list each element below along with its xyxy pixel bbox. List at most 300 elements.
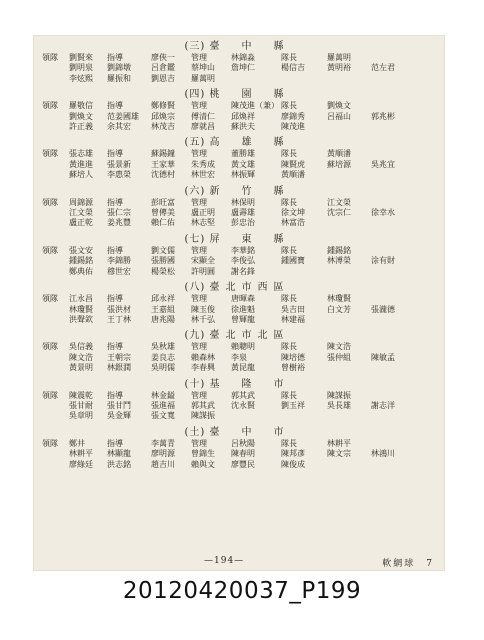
member-name (327, 122, 371, 132)
section-heading (42, 88, 432, 101)
section-title: 新 竹 縣 (209, 185, 290, 197)
member-name: 劉錦墩 (107, 63, 131, 73)
member-name: 曾輝龍 (231, 314, 255, 324)
roster-row (42, 208, 432, 218)
member-name: 陳文浩 (69, 352, 93, 362)
member-name: 蘇培人 (69, 170, 93, 180)
member-name: 林耕平 (327, 438, 351, 448)
section-number: (六) (184, 185, 206, 197)
member-name (327, 74, 371, 84)
roster-row (42, 401, 432, 411)
member-name: 彭忠治 (231, 218, 255, 228)
member-name: 余其宏 (107, 122, 131, 132)
role-label: 管理 (191, 245, 207, 255)
member-name: 張志雄 (69, 149, 93, 159)
member-name (371, 170, 411, 180)
section-title: 高 雄 縣 (209, 137, 290, 149)
roster-row (42, 101, 432, 111)
role-label: 隊長 (281, 53, 297, 62)
member-name (371, 411, 411, 421)
member-name: 林富浩 (281, 218, 305, 228)
member-name: 林瓊賢 (69, 304, 93, 314)
member-name: 張景新 (107, 159, 131, 169)
member-name: 張文寬 (151, 411, 175, 421)
member-name (371, 218, 411, 228)
role-label: 領隊 (42, 245, 58, 255)
member-name: 張洪材 (107, 304, 131, 314)
roster-row (42, 63, 432, 73)
member-name: 林金鎰 (151, 390, 175, 400)
member-name (371, 198, 411, 208)
section-number: (四) (184, 89, 206, 101)
role-label: 管理 (191, 149, 207, 159)
member-name: 傅清仁 (191, 111, 215, 121)
member-name: 吳吉田 (281, 304, 305, 314)
section-title: 臺 中 市 (209, 426, 290, 438)
member-name: 陳茂進（兼） (231, 101, 279, 111)
member-name: 賴仁佑 (151, 218, 175, 228)
member-name: 陳敏孟 (371, 352, 395, 362)
role-label: 領隊 (42, 342, 58, 352)
member-name (281, 267, 327, 277)
member-name: 賴森林 (191, 352, 215, 362)
roster-row (42, 170, 432, 180)
member-name: 許正義 (69, 122, 93, 132)
section-title: 基 隆 市 (209, 378, 290, 390)
member-name: 王丁林 (107, 314, 131, 324)
member-name: 張進福 (151, 400, 175, 410)
book-section-label: 軟網球 7 (382, 559, 434, 569)
member-name (327, 315, 371, 325)
member-name (42, 305, 69, 315)
member-name: 林建福 (281, 314, 305, 324)
role-label: 管理 (191, 101, 207, 111)
roster-row (42, 122, 432, 132)
member-name: 廖就昌 (191, 122, 215, 132)
member-name: 羅萬明 (327, 53, 351, 62)
section-heading (42, 378, 432, 391)
member-name: 陳邦彥 (281, 449, 305, 459)
role-label: 管理 (191, 342, 207, 352)
role-label: 隊長 (281, 245, 297, 255)
member-name: 楊榮松 (151, 266, 175, 276)
role-label: 隊長 (281, 342, 297, 352)
role-label: 隊長 (281, 294, 297, 304)
member-name: 李俊弘 (231, 256, 255, 266)
member-name (42, 256, 69, 266)
section-title: 桃 園 縣 (209, 89, 290, 101)
member-name (42, 267, 69, 277)
member-name: 徐文坤 (281, 208, 305, 218)
roster-row (42, 246, 432, 256)
member-name: 陳培德 (281, 352, 305, 362)
roster-row (42, 294, 432, 304)
member-name: 沈宗仁 (327, 208, 351, 218)
section-heading (42, 136, 432, 149)
member-name (327, 411, 371, 421)
member-name (327, 267, 371, 277)
member-name (42, 208, 69, 218)
member-name: 蘇培源 (327, 159, 351, 169)
member-name: 林耕平 (69, 449, 93, 459)
member-name: 蘇洪夫 (231, 122, 255, 132)
section-heading (42, 426, 432, 439)
member-name: 李華銘 (231, 245, 255, 255)
member-name (42, 353, 69, 363)
member-name: 吳信義 (69, 342, 93, 352)
member-name: 范姜國雄 (107, 111, 139, 121)
member-name: 江文榮 (327, 197, 351, 207)
member-name: 呂秋陽 (231, 438, 255, 448)
member-name: 張甘耐 (69, 400, 93, 410)
member-name: 林世宏 (191, 170, 215, 180)
page-number: —194— (204, 556, 245, 566)
member-name: 黃順潘 (327, 149, 351, 159)
member-name: 陳文宗 (327, 449, 351, 459)
member-name: 沈永賢 (231, 400, 255, 410)
member-name: 吳章明 (69, 411, 93, 421)
member-name: 郭其武 (191, 400, 215, 410)
member-name (371, 460, 411, 470)
section-title: 屏 東 縣 (209, 233, 290, 245)
team-roster (42, 36, 432, 470)
member-name: 鄭典佑 (69, 266, 93, 276)
member-name: 李萬青 (151, 438, 175, 448)
member-name: 謝名鋒 (231, 266, 255, 276)
member-name: 林錦淼 (231, 53, 255, 62)
member-name: 張仲組 (327, 352, 351, 362)
member-name (281, 411, 327, 421)
member-name: 陳春明 (231, 449, 255, 459)
member-name: 白文芳 (327, 304, 351, 314)
member-name: 林千弘 (191, 314, 215, 324)
member-name: 黃進進 (69, 159, 93, 169)
roster-row (42, 218, 432, 228)
roster-row (42, 391, 432, 401)
role-label: 指導 (107, 294, 123, 304)
member-name: 廖綠廷 (69, 459, 93, 469)
member-name: 江永昌 (69, 294, 93, 304)
member-name: 唐兆陽 (151, 314, 175, 324)
member-name: 洪聲欽 (69, 314, 93, 324)
member-name: 陳賢虎 (281, 159, 305, 169)
member-name: 許明圓 (191, 266, 215, 276)
member-name: 吳秋雄 (151, 342, 175, 352)
member-name: 穆世宏 (107, 266, 131, 276)
member-name: 謝志洋 (371, 400, 395, 410)
role-label: 指導 (107, 101, 123, 111)
member-name: 廖豐民 (231, 459, 255, 469)
member-name: 彭旺富 (151, 197, 175, 207)
member-name: 張仁宗 (107, 208, 131, 218)
member-name: 黃文雄 (231, 159, 255, 169)
member-name: 洪志銘 (107, 459, 131, 469)
member-name: 林銀潤 (107, 363, 131, 373)
role-label: 指導 (107, 245, 123, 255)
member-name: 鄭井 (69, 438, 85, 448)
section-heading (42, 329, 432, 342)
member-name: 江文榮 (69, 208, 93, 218)
member-name: 趙吉川 (151, 459, 175, 469)
member-name: 吳明儒 (151, 363, 175, 373)
member-name (371, 342, 411, 352)
roster-row (42, 449, 432, 459)
member-name: 曾錦生 (191, 449, 215, 459)
roster-row (42, 160, 432, 170)
role-label: 指導 (107, 149, 123, 159)
role-label: 指導 (107, 438, 123, 448)
member-name: 邱永祥 (151, 294, 175, 304)
member-name: 李春興 (191, 363, 215, 373)
member-name (42, 63, 69, 73)
member-name: 姜良志 (151, 352, 175, 362)
member-name: 曾樹裕 (281, 363, 305, 373)
section-heading (42, 233, 432, 246)
member-name (371, 53, 411, 63)
member-name (42, 449, 69, 459)
member-name: 鍾國寶 (281, 256, 305, 266)
member-name: 陳震乾 (69, 390, 93, 400)
member-name: 姜兆豐 (107, 218, 131, 228)
section-number: (八) (184, 282, 206, 294)
member-name: 羅振和 (107, 73, 131, 83)
member-name: 林振輝 (231, 170, 255, 180)
member-name: 劉恩吉 (151, 73, 175, 83)
member-name: 羅萬明 (191, 73, 215, 83)
member-name: 陳謀振 (191, 411, 215, 421)
member-name: 李錦勝 (107, 256, 131, 266)
member-name (327, 460, 371, 470)
member-name (371, 74, 411, 84)
member-name: 羅敬信 (69, 101, 93, 111)
member-name (42, 363, 69, 373)
member-name: 劉文儒 (151, 245, 175, 255)
roster-row (42, 439, 432, 449)
member-name (42, 122, 69, 132)
role-label: 領隊 (42, 294, 58, 304)
member-name: 蘇錫鐘 (151, 149, 175, 159)
roster-row (42, 315, 432, 325)
member-name: 黃順潘 (281, 170, 305, 180)
member-name: 劉明泉 (69, 63, 93, 73)
member-name: 黃昆龍 (231, 363, 255, 373)
member-name: 陳文浩 (327, 342, 351, 352)
member-name: 廖錦秀 (281, 111, 305, 121)
member-name: 劉賢來 (69, 53, 93, 62)
member-name (42, 112, 69, 122)
member-name: 吳兆宜 (371, 159, 395, 169)
role-label: 管理 (191, 390, 207, 400)
member-name: 陳玉俊 (191, 304, 215, 314)
member-name (42, 160, 69, 170)
member-name (371, 101, 411, 111)
document-page (34, 36, 444, 570)
member-name (42, 315, 69, 325)
member-name: 林志堅 (191, 218, 215, 228)
member-name (371, 122, 411, 132)
member-name: 李惠榮 (107, 170, 131, 180)
section-title: 臺北市北區 (209, 330, 290, 342)
member-name: 鍾錫銘 (69, 256, 93, 266)
member-name: 林茂吉 (151, 122, 175, 132)
member-name: 王家華 (151, 159, 175, 169)
member-name: 張勝國 (151, 256, 175, 266)
member-name: 詹坤仁 (231, 63, 255, 73)
member-name: 陳俊成 (281, 459, 305, 469)
member-name: 楊信吉 (281, 63, 305, 73)
role-label: 指導 (107, 342, 123, 352)
section-number: (十) (184, 378, 206, 390)
member-name: 張甘鬥 (107, 400, 131, 410)
member-name: 劉煥文 (69, 111, 93, 121)
member-name: 鄭修賢 (151, 101, 175, 111)
roster-row (42, 460, 432, 470)
role-label: 指導 (107, 197, 123, 207)
role-label: 隊長 (281, 101, 297, 111)
role-label: 領隊 (42, 149, 58, 159)
member-name: 呂倉鑑 (151, 63, 175, 73)
member-name: 林顯龍 (107, 449, 131, 459)
section-title: 臺 中 縣 (209, 41, 290, 52)
member-name: 呂福山 (327, 111, 351, 121)
member-name: 董勝雄 (231, 149, 255, 159)
member-name: 徐進魁 (231, 304, 255, 314)
member-name: 郭兆彬 (371, 111, 395, 121)
role-label: 管理 (191, 294, 207, 304)
member-name (327, 363, 371, 373)
member-name: 賴與文 (191, 459, 215, 469)
roster-row (42, 305, 432, 315)
roster-row (42, 256, 432, 266)
role-label: 隊長 (281, 438, 297, 448)
member-name: 李炫熙 (69, 73, 93, 83)
member-name: 盧壽雄 (231, 208, 255, 218)
member-name: 張瀧德 (371, 304, 395, 314)
member-name: 徐幸水 (371, 208, 395, 218)
member-name (42, 170, 69, 180)
section-heading (42, 40, 432, 53)
roster-row (42, 53, 432, 63)
member-name: 涂有財 (371, 256, 395, 266)
member-name: 林保明 (231, 197, 255, 207)
member-name: 曾傳美 (151, 208, 175, 218)
member-name: 陳茂進 (281, 122, 305, 132)
role-label: 隊長 (281, 390, 297, 400)
roster-row (42, 267, 432, 277)
role-label: 領隊 (42, 101, 58, 111)
member-name: 劉玉祥 (281, 400, 305, 410)
member-name: 陳謀振 (327, 390, 351, 400)
role-label: 管理 (191, 438, 207, 448)
section-heading (42, 185, 432, 198)
member-name: 盧正明 (191, 208, 215, 218)
roster-row (42, 149, 432, 159)
section-title: 臺北市西區 (209, 282, 290, 294)
member-name (231, 74, 281, 84)
member-name (371, 439, 411, 449)
role-label: 管理 (191, 53, 207, 62)
member-name (231, 411, 281, 421)
role-label: 領隊 (42, 197, 58, 207)
roster-row (42, 198, 432, 208)
roster-row (42, 411, 432, 421)
member-name: 李泉 (231, 352, 247, 362)
member-name (371, 246, 411, 256)
section-number: (九) (184, 330, 206, 342)
member-name: 廖俠一 (151, 53, 175, 62)
roster-row (42, 363, 432, 373)
member-name: 吳長雄 (327, 400, 351, 410)
section-heading (42, 281, 432, 294)
roster-row (42, 353, 432, 363)
role-label: 領隊 (42, 438, 58, 448)
member-name (371, 363, 411, 373)
member-name: 盧正乾 (69, 218, 93, 228)
member-name: 周錦源 (69, 197, 93, 207)
member-name (42, 74, 69, 84)
role-label: 隊長 (281, 197, 297, 207)
member-name: 黃明裕 (327, 63, 351, 73)
role-label: 領隊 (42, 390, 58, 400)
member-name: 沈德村 (151, 170, 175, 180)
member-name: 范左君 (371, 63, 395, 73)
member-name (42, 218, 69, 228)
member-name: 鍾錫銘 (327, 245, 351, 255)
section-number: (三) (184, 41, 206, 52)
member-name (371, 149, 411, 159)
member-name: 邱煥祥 (231, 111, 255, 121)
roster-row (42, 74, 432, 84)
member-name (371, 391, 411, 401)
image-caption: 20120420037_P199 (122, 578, 362, 604)
member-name: 唐暉森 (231, 294, 255, 304)
member-name (42, 460, 69, 470)
member-name: 宋顯全 (191, 256, 215, 266)
role-label: 隊長 (281, 149, 297, 159)
member-name (327, 218, 371, 228)
member-name: 王嘉組 (151, 304, 175, 314)
role-label: 管理 (191, 197, 207, 207)
member-name: 廖明源 (151, 449, 175, 459)
member-name (42, 411, 69, 421)
role-label: 指導 (107, 53, 123, 62)
member-name (42, 401, 69, 411)
member-name (327, 170, 371, 180)
member-name: 吳金輝 (107, 411, 131, 421)
roster-row (42, 342, 432, 352)
role-label: 指導 (107, 390, 123, 400)
member-name: 林鴻川 (371, 449, 395, 459)
member-name: 賴聰明 (231, 342, 255, 352)
member-name (371, 315, 411, 325)
member-name (371, 267, 411, 277)
role-label: 領隊 (42, 53, 58, 62)
section-number: (土) (184, 426, 206, 438)
section-number: (五) (184, 137, 206, 149)
member-name: 林溥榮 (327, 256, 351, 266)
member-name: 朱秀成 (191, 159, 215, 169)
member-name: 王朝宗 (107, 352, 131, 362)
member-name: 張文安 (69, 245, 93, 255)
member-name: 蔡坤山 (191, 63, 215, 73)
member-name: 黃景明 (69, 363, 93, 373)
member-name: 林瓊賢 (327, 294, 351, 304)
member-name (281, 74, 327, 84)
roster-row (42, 112, 432, 122)
member-name (371, 294, 411, 304)
member-name: 劉煥文 (327, 101, 351, 111)
section-number: (七) (184, 233, 206, 245)
